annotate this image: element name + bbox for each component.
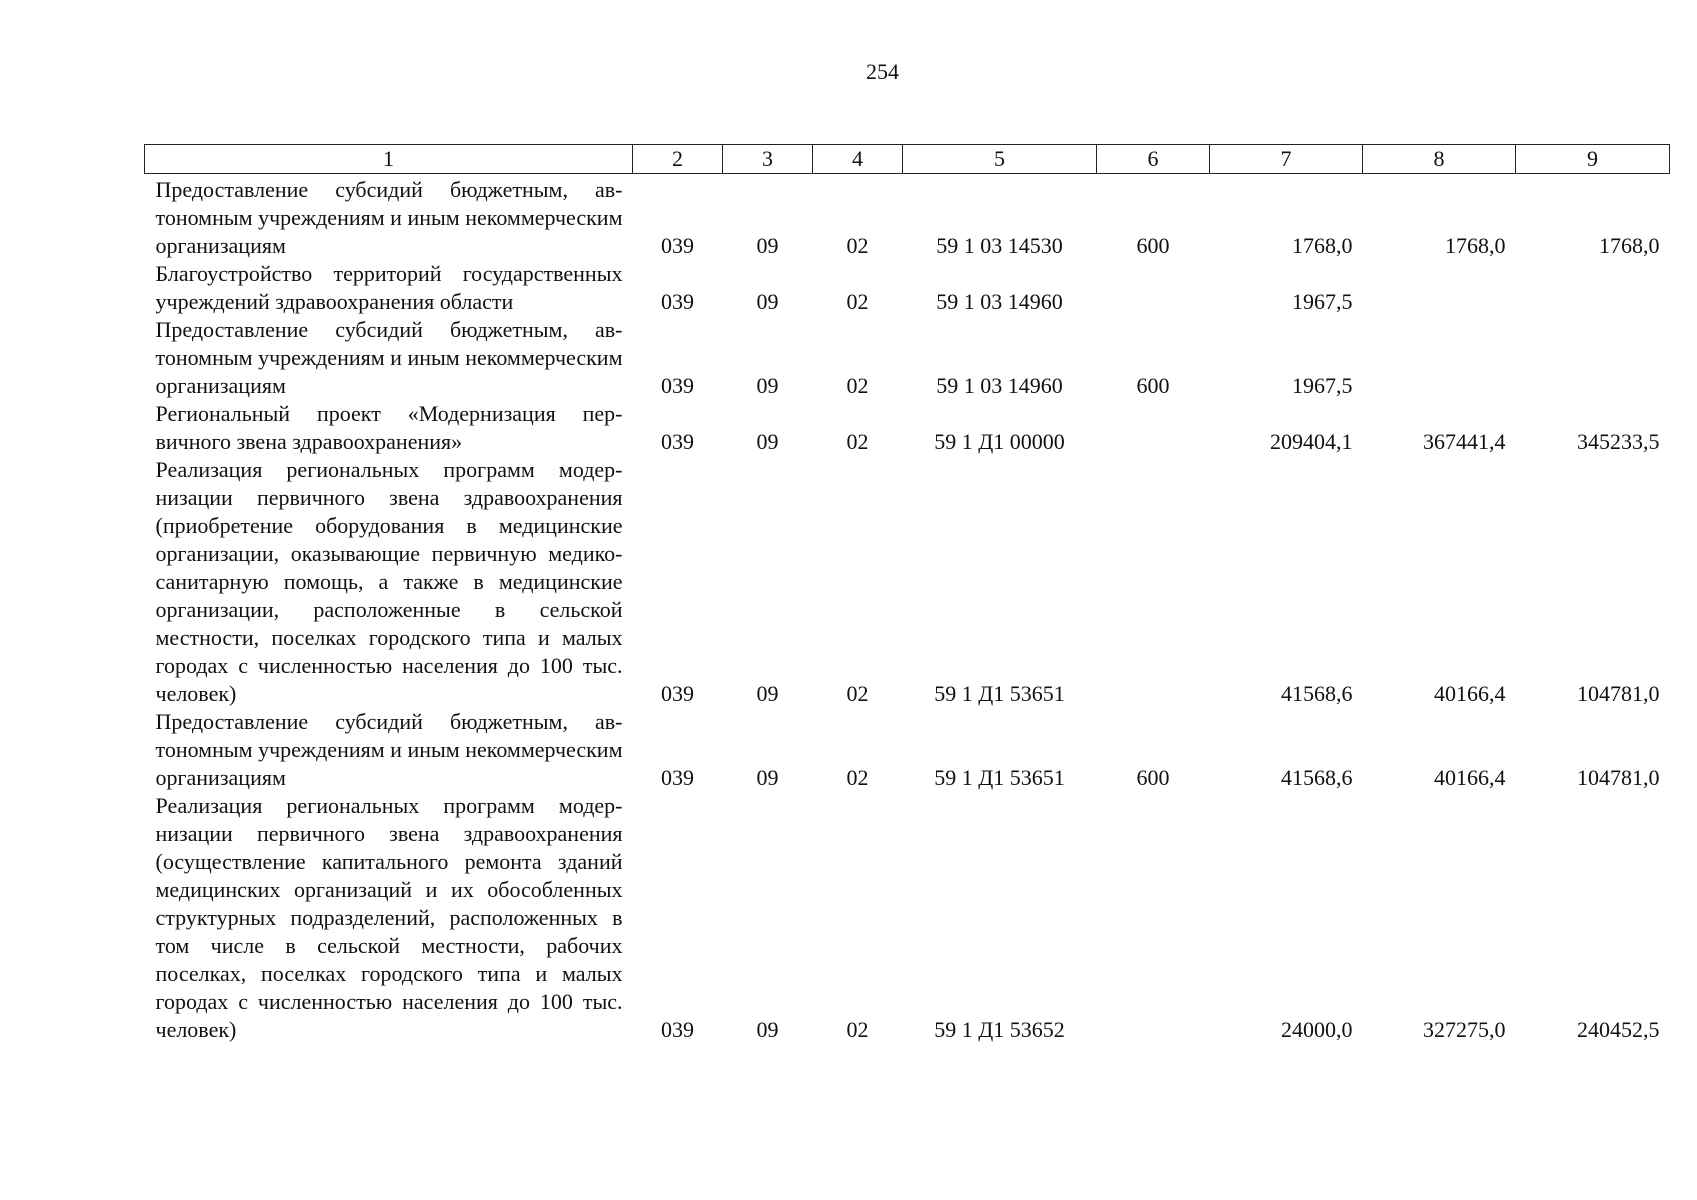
section-code: 09 xyxy=(756,373,779,398)
table-row xyxy=(145,400,1670,456)
subsection-code: 02 xyxy=(846,233,869,258)
subsection-code: 02 xyxy=(846,373,869,398)
amount-col-9 xyxy=(1516,316,1670,400)
expense-type-code xyxy=(1097,792,1210,1044)
target-article-code: 59 1 Д1 53652 xyxy=(934,1017,1065,1042)
column-header-3: 3 xyxy=(723,145,813,174)
page-number: 254 xyxy=(866,59,899,84)
amount-col-7: 41568,6 xyxy=(1281,765,1353,790)
expense-type-code: 600 xyxy=(1136,373,1170,398)
table-row xyxy=(145,260,1670,316)
amount-col-8: 40166,4 xyxy=(1434,681,1506,706)
ministry-code: 039 xyxy=(661,681,694,706)
row-description: Региональный проект «Модернизация первичного звена здравоохранения» xyxy=(155,401,623,454)
amount-col-9: 1768,0 xyxy=(1599,233,1660,258)
section-code: 09 xyxy=(756,1017,779,1042)
expense-type-code: 600 xyxy=(1136,765,1170,790)
row-description: Реализация региональных программ модернизации первичного звена здравоохранения (осуществление капитального ремонта зданий медицинских организаций и их обособленных структурных подразделений, расположенных в том числе в сельской местности, рабочих поселках, поселках городского типа и малых городах с численностью населения до 100 тыс. человек) xyxy=(155,793,623,1042)
target-article-code: 59 1 03 14530 xyxy=(936,233,1063,258)
row-description: Реализация региональных программ модернизации первичного звена здравоохранения (приобретение оборудования в медицинские организации, оказывающие первичную медико-санитарную помощь, а также в медицинские организации, расположенные в сельской местности, поселках городского типа и малых городах с численностью населения до 100 тыс. человек) xyxy=(155,457,623,706)
table-body xyxy=(145,174,1670,1045)
column-header-5: 5 xyxy=(903,145,1097,174)
expense-type-code xyxy=(1097,400,1210,456)
ministry-code: 039 xyxy=(661,373,694,398)
column-header-4: 4 xyxy=(813,145,903,174)
ministry-code: 039 xyxy=(661,765,694,790)
section-code: 09 xyxy=(756,681,779,706)
amount-col-7: 1967,5 xyxy=(1292,289,1353,314)
amount-col-9: 104781,0 xyxy=(1577,765,1660,790)
column-header-2: 2 xyxy=(633,145,723,174)
amount-col-7: 1768,0 xyxy=(1292,233,1353,258)
target-article-code: 59 1 Д1 53651 xyxy=(934,681,1065,706)
ministry-code: 039 xyxy=(661,233,694,258)
subsection-code: 02 xyxy=(846,429,869,454)
table-header xyxy=(145,145,1670,174)
ministry-code: 039 xyxy=(661,1017,694,1042)
section-code: 09 xyxy=(756,429,779,454)
target-article-code: 59 1 03 14960 xyxy=(936,373,1063,398)
column-header-1: 1 xyxy=(145,145,633,174)
table-row xyxy=(145,456,1670,708)
section-code: 09 xyxy=(756,765,779,790)
target-article-code: 59 1 Д1 00000 xyxy=(934,429,1065,454)
table-row xyxy=(145,708,1670,792)
column-header-8: 8 xyxy=(1363,145,1516,174)
amount-col-8 xyxy=(1363,260,1516,316)
amount-col-8: 1768,0 xyxy=(1445,233,1506,258)
subsection-code: 02 xyxy=(846,289,869,314)
amount-col-9: 104781,0 xyxy=(1577,681,1660,706)
row-description: Предоставление субсидий бюджетным, автономным учреждениям и иным некоммерческим организациям xyxy=(155,177,623,258)
subsection-code: 02 xyxy=(846,1017,869,1042)
amount-col-9: 345233,5 xyxy=(1577,429,1660,454)
amount-col-7: 209404,1 xyxy=(1270,429,1353,454)
ministry-code: 039 xyxy=(661,429,694,454)
column-header-6: 6 xyxy=(1097,145,1210,174)
expense-type-code xyxy=(1097,456,1210,708)
amount-col-9: 240452,5 xyxy=(1577,1017,1660,1042)
ministry-code: 039 xyxy=(661,289,694,314)
row-description: Предоставление субсидий бюджетным, автономным учреждениям и иным некоммерческим организациям xyxy=(155,709,623,790)
amount-col-8 xyxy=(1363,316,1516,400)
expense-type-code xyxy=(1097,260,1210,316)
budget-table xyxy=(144,144,1670,1044)
subsection-code: 02 xyxy=(846,765,869,790)
column-header-9: 9 xyxy=(1516,145,1670,174)
row-description: Благоустройство территорий государственных учреждений здравоохранения области xyxy=(155,261,623,314)
amount-col-8: 40166,4 xyxy=(1434,765,1506,790)
amount-col-7: 24000,0 xyxy=(1281,1017,1353,1042)
header-row xyxy=(145,145,1670,174)
amount-col-7: 41568,6 xyxy=(1281,681,1353,706)
column-header-7: 7 xyxy=(1210,145,1363,174)
amount-col-8: 327275,0 xyxy=(1423,1017,1506,1042)
table-row xyxy=(145,174,1670,261)
subsection-code: 02 xyxy=(846,681,869,706)
expense-type-code: 600 xyxy=(1136,233,1170,258)
section-code: 09 xyxy=(756,233,779,258)
target-article-code: 59 1 03 14960 xyxy=(936,289,1063,314)
table-row xyxy=(145,792,1670,1044)
table-row xyxy=(145,316,1670,400)
amount-col-7: 1967,5 xyxy=(1292,373,1353,398)
section-code: 09 xyxy=(756,289,779,314)
amount-col-8: 367441,4 xyxy=(1423,429,1506,454)
target-article-code: 59 1 Д1 53651 xyxy=(934,765,1065,790)
row-description: Предоставление субсидий бюджетным, автономным учреждениям и иным некоммерческим организациям xyxy=(155,317,623,398)
amount-col-9 xyxy=(1516,260,1670,316)
